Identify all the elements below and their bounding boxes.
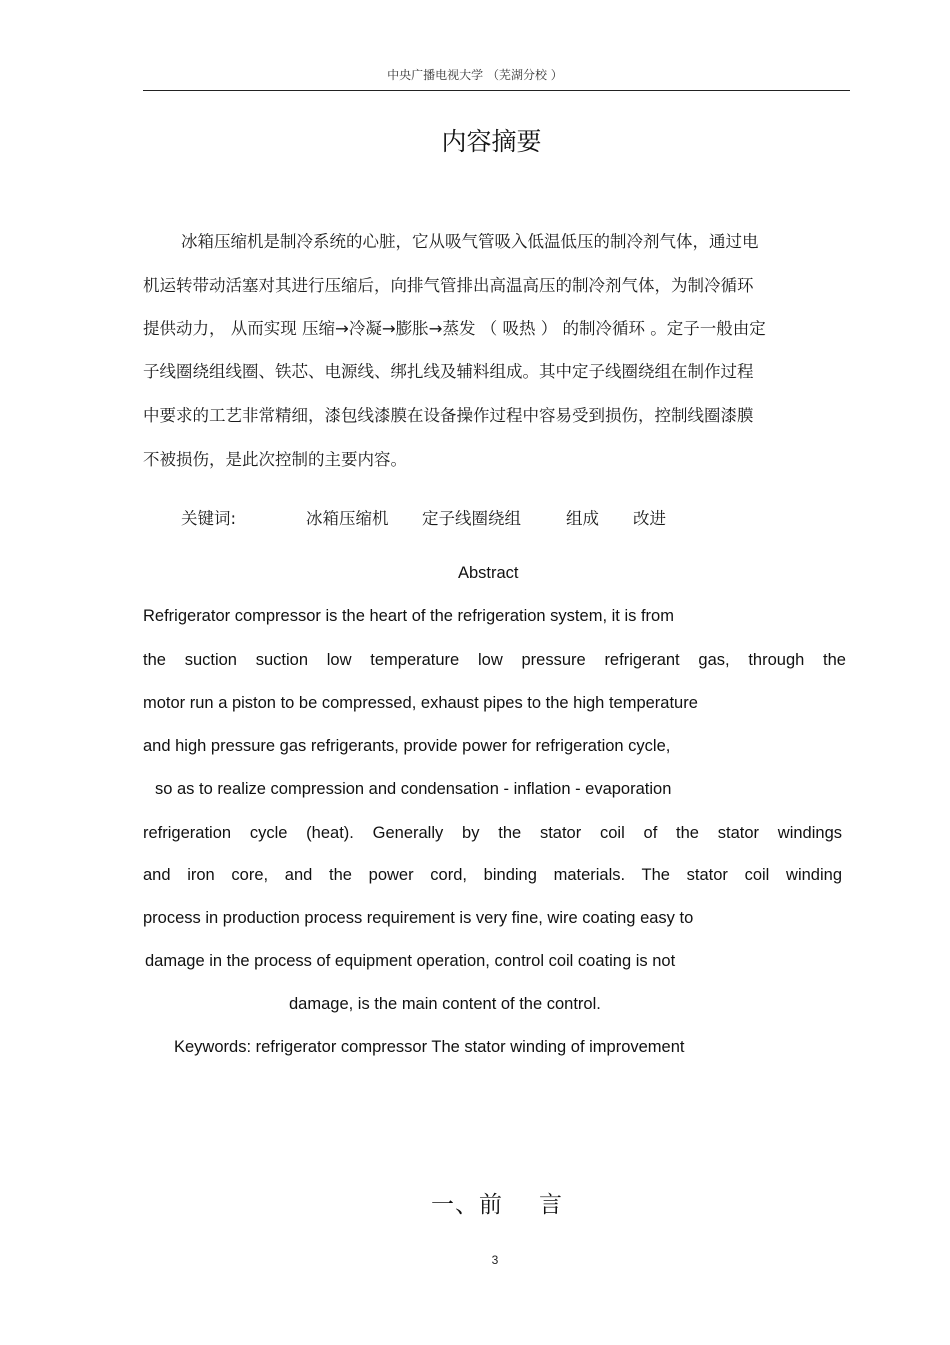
abstract-en-line-3: motor run a piston to be compressed, exhaust pipes to the high temperature bbox=[143, 694, 698, 712]
abstract-en-line-8: process in production process requirement is very fine, wire coating easy to bbox=[143, 909, 694, 927]
section-number: 一、 bbox=[431, 1192, 479, 1218]
keyword-item: 组成 bbox=[566, 509, 599, 528]
abstract-zh-line-2: 机运转带动活塞对其进行压缩后，向排气管排出高温高压的制冷剂气体，为制冷循环 bbox=[143, 276, 754, 295]
section-title-char-1: 前 bbox=[479, 1192, 503, 1218]
keyword-item: 冰箱压缩机 bbox=[306, 509, 389, 528]
abstract-en-line-4: and high pressure gas refrigerants, provide power for refrigeration cycle, bbox=[143, 737, 671, 755]
abstract-en-line-9: damage in the process of equipment operation, control coil coating is not bbox=[145, 952, 676, 970]
page-number: 3 bbox=[491, 1253, 499, 1267]
section-title-char-2: 言 bbox=[539, 1192, 563, 1218]
running-header: 中央广播电视大学 （芜湖分校 ） bbox=[387, 68, 563, 82]
abstract-en-line-1: Refrigerator compressor is the heart of the refrigeration system, it is from bbox=[143, 607, 674, 625]
abstract-zh-line-1: 冰箱压缩机是制冷系统的心脏，它从吸气管吸入低温低压的制冷剂气体，通过电 bbox=[181, 232, 759, 251]
abstract-en-line-10: damage, is the main content of the control. bbox=[289, 995, 601, 1013]
abstract-en-line-2: the suction suction low temperature low pressure refrigerant gas, through the bbox=[143, 651, 846, 669]
keywords-zh-label: 关键词: bbox=[181, 509, 237, 528]
section-heading bbox=[431, 1186, 563, 1219]
abstract-zh-line-3: 提供动力， 从而实现 压缩→冷凝→膨胀→蒸发 （ 吸热 ） 的制冷循环 。定子一般由定 bbox=[143, 319, 766, 338]
page-title: 内容摘要 bbox=[441, 127, 542, 156]
keyword-item: 改进 bbox=[633, 509, 666, 528]
abstract-en-line-7: and iron core, and the power cord, binding materials. The stator coil winding bbox=[143, 866, 842, 884]
abstract-zh-line-4: 子线圈绕组线圈、铁芯、电源线、绑扎线及辅料组成。其中定子线圈绕组在制作过程 bbox=[143, 362, 754, 381]
abstract-en-line-5: so as to realize compression and condensation - inflation - evaporation bbox=[155, 780, 672, 798]
abstract-en-line-6: refrigeration cycle (heat). Generally by the stator coil of the stator windings bbox=[143, 824, 842, 842]
keywords-en: Keywords: refrigerator compressor The stator winding of improvement bbox=[174, 1038, 685, 1056]
keyword-item: 定子线圈绕组 bbox=[422, 509, 521, 528]
header-rule bbox=[143, 90, 850, 91]
abstract-zh-line-5: 中要求的工艺非常精细，漆包线漆膜在设备操作过程中容易受到损伤，控制线圈漆膜 bbox=[143, 406, 754, 425]
abstract-en-heading: Abstract bbox=[458, 564, 519, 582]
abstract-zh-line-6: 不被损伤，是此次控制的主要内容。 bbox=[143, 450, 407, 469]
